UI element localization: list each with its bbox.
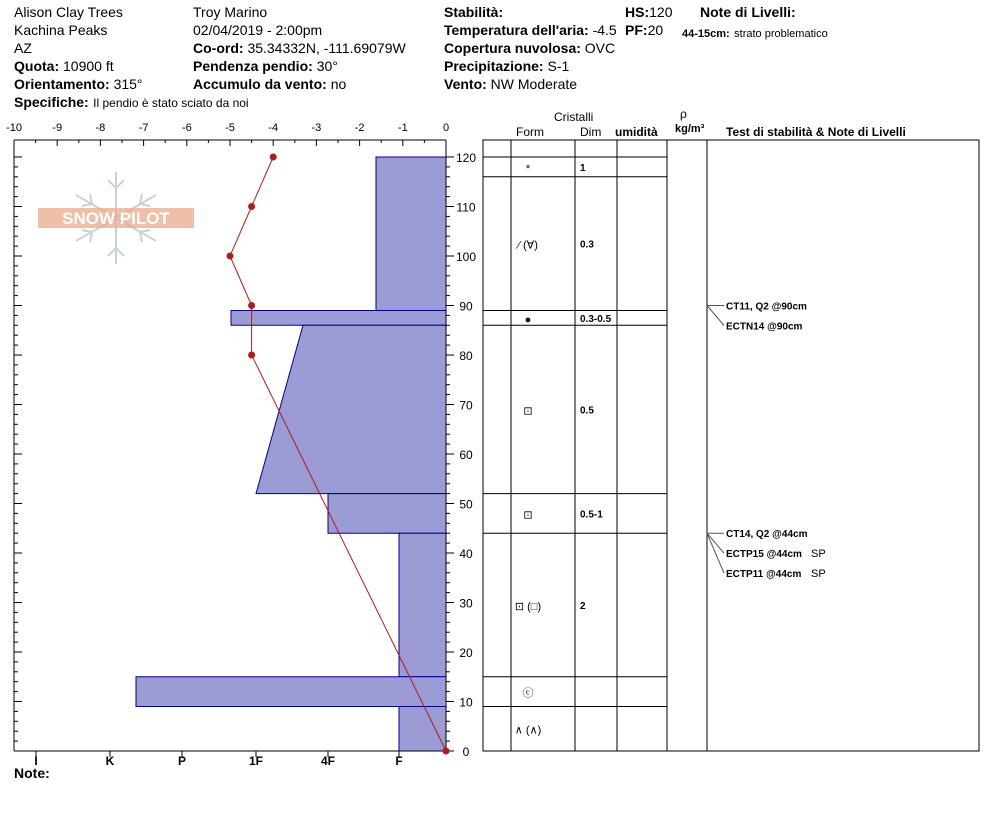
height-tick-label: 60 [459, 448, 473, 462]
grain-size: 1 [580, 162, 586, 174]
temperature-point [227, 253, 234, 260]
hardness-tick-label: 1F [248, 754, 264, 768]
height-tick-label: 50 [459, 497, 473, 512]
height-tick-label: 90 [459, 299, 473, 314]
height-tick-label: 80 [459, 349, 473, 363]
mountain-range: Kachina Peaks [14, 22, 108, 38]
stability-test-leader [707, 533, 724, 553]
temperature-tick-label: -2 [354, 122, 365, 134]
grain-size: 0.5-1 [580, 509, 603, 521]
density-unit: kg/m³ [675, 123, 705, 135]
air-temp-value: -4.5 [592, 22, 617, 38]
wind-value: NW Moderate [490, 76, 578, 92]
temperature-point [248, 302, 255, 309]
grain-form-symbol: ⊡ (□) [514, 600, 542, 613]
height-tick-label: 100 [455, 250, 477, 264]
stability-test-result: ECTN14 @90cm [726, 321, 803, 333]
layer-note-depth: 44-15cm: [682, 28, 730, 40]
layer-notes-label: Note di Livelli: [700, 4, 796, 20]
stability-test-result: CT14, Q2 @44cm [726, 529, 808, 541]
pf-value: 20 [647, 22, 664, 38]
wind-label: Vento: [444, 76, 487, 92]
height-tick-label: 110 [456, 200, 476, 215]
hs-value: 120 [649, 4, 673, 20]
crystals-header: Cristalli [554, 110, 594, 124]
grain-form-symbol: * [525, 162, 531, 175]
height-tick-label: 120 [455, 151, 477, 165]
hardness-tick-label: 4F [320, 754, 336, 768]
grain-form-symbol: ⊡ [523, 405, 533, 418]
size-header: Dim [580, 125, 602, 139]
temperature-tick-label: -10 [6, 122, 22, 134]
temperature-tick-label: -5 [225, 122, 235, 134]
air-temp-label: Temperatura dell'aria: [444, 22, 589, 38]
temperature-tick-label: -9 [52, 122, 63, 134]
elevation-label: Quota: [14, 58, 60, 74]
grain-form-symbol: ● [524, 313, 532, 326]
hs-label: HS: [625, 4, 650, 20]
grain-form-symbol: ⊡ [523, 509, 533, 522]
temperature-tick-label: -1 [397, 122, 408, 134]
stability-test-result: ECTP11 @44cm [726, 569, 802, 581]
stability-test-leader [707, 533, 724, 573]
wind-loading-value: no [330, 76, 347, 92]
logo-text: SNOW PILOT [62, 209, 170, 228]
stability-test-leader [707, 306, 724, 326]
hardness-bar [256, 325, 446, 493]
coord-value: 35.34332N, -111.69079W [247, 40, 406, 56]
hardness-bar [399, 533, 446, 677]
stability-label: Stabilità: [444, 4, 504, 20]
temperature-tick-label: -8 [95, 122, 106, 134]
hardness-bar [136, 677, 446, 707]
specifics-value: Il pendio è stato sciato da noi [93, 96, 249, 110]
hardness-tick-label: K [105, 754, 115, 768]
slope-label: Pendenza pendio: [193, 58, 313, 74]
notes-label: Note: [14, 765, 50, 781]
hardness-tick-label: P [177, 754, 187, 768]
hardness-bar [328, 494, 446, 534]
stability-test-result: ECTP15 @44cm [726, 549, 802, 561]
hardness-tick-label: I [34, 754, 38, 768]
precip-label: Precipitazione: [444, 58, 544, 74]
temperature-point [270, 154, 277, 161]
grain-form-symbol: ∧ (∧) [514, 724, 542, 737]
snowpilot-logo [36, 168, 196, 268]
cloud-value: OVC [584, 40, 616, 56]
moisture-header: umidità [615, 125, 658, 139]
temperature-tick-label: -4 [268, 122, 279, 134]
precip-value: S-1 [547, 58, 570, 74]
height-tick-label: 0 [462, 745, 470, 759]
layer-note-text: strato problematico [734, 28, 828, 40]
hardness-bar [376, 157, 446, 310]
temperature-tick-label: 0 [442, 122, 450, 134]
form-header: Form [516, 125, 544, 139]
hardness-bar [231, 310, 446, 325]
layer-table-frame [483, 140, 979, 751]
stability-test-result: CT11, Q2 @90cm [726, 301, 807, 313]
elevation-value: 10900 ft [63, 58, 114, 74]
height-tick-label: 10 [459, 695, 473, 710]
hardness-bar [399, 706, 446, 751]
grain-form-symbol: ⓒ [522, 687, 534, 700]
slope-value: 30° [316, 58, 338, 74]
grain-size: 0.3-0.5 [580, 313, 612, 325]
temperature-point [248, 352, 255, 359]
temperature-point [248, 203, 255, 210]
pf-label: PF: [625, 22, 648, 38]
grain-size: 0.3 [580, 239, 594, 251]
aspect-value: 315° [113, 76, 143, 92]
stability-test-fracture: SP [811, 568, 826, 581]
height-tick-label: 30 [459, 596, 473, 611]
specifics-label: Specifiche: [14, 94, 89, 110]
temperature-point [443, 748, 450, 755]
temperature-tick-label: -7 [138, 122, 149, 134]
stability-test-fracture: SP [811, 548, 826, 561]
hardness-tick-label: F [395, 754, 403, 768]
state: AZ [14, 40, 32, 56]
date-time: 02/04/2019 - 2:00pm [193, 22, 323, 38]
height-tick-label: 20 [459, 646, 473, 660]
density-symbol: ρ [680, 107, 687, 121]
cloud-label: Copertura nuvolosa: [444, 40, 581, 56]
observer: Troy Marino [193, 4, 268, 20]
temperature-tick-label: -3 [311, 122, 322, 134]
grain-size: 2 [580, 600, 586, 612]
location-name: Alison Clay Trees [14, 4, 123, 20]
grain-size: 0.5 [580, 405, 594, 417]
stability-tests-header: Test di stabilità & Note di Livelli [726, 125, 906, 139]
wind-loading-label: Accumulo da vento: [193, 76, 327, 92]
temperature-tick-label: -6 [181, 122, 192, 134]
height-tick-label: 40 [459, 547, 473, 561]
grain-form-symbol: ⁄ (∀) [518, 239, 538, 252]
height-tick-label: 70 [459, 398, 473, 413]
aspect-label: Orientamento: [14, 76, 110, 92]
coord-label: Co-ord: [193, 40, 244, 56]
